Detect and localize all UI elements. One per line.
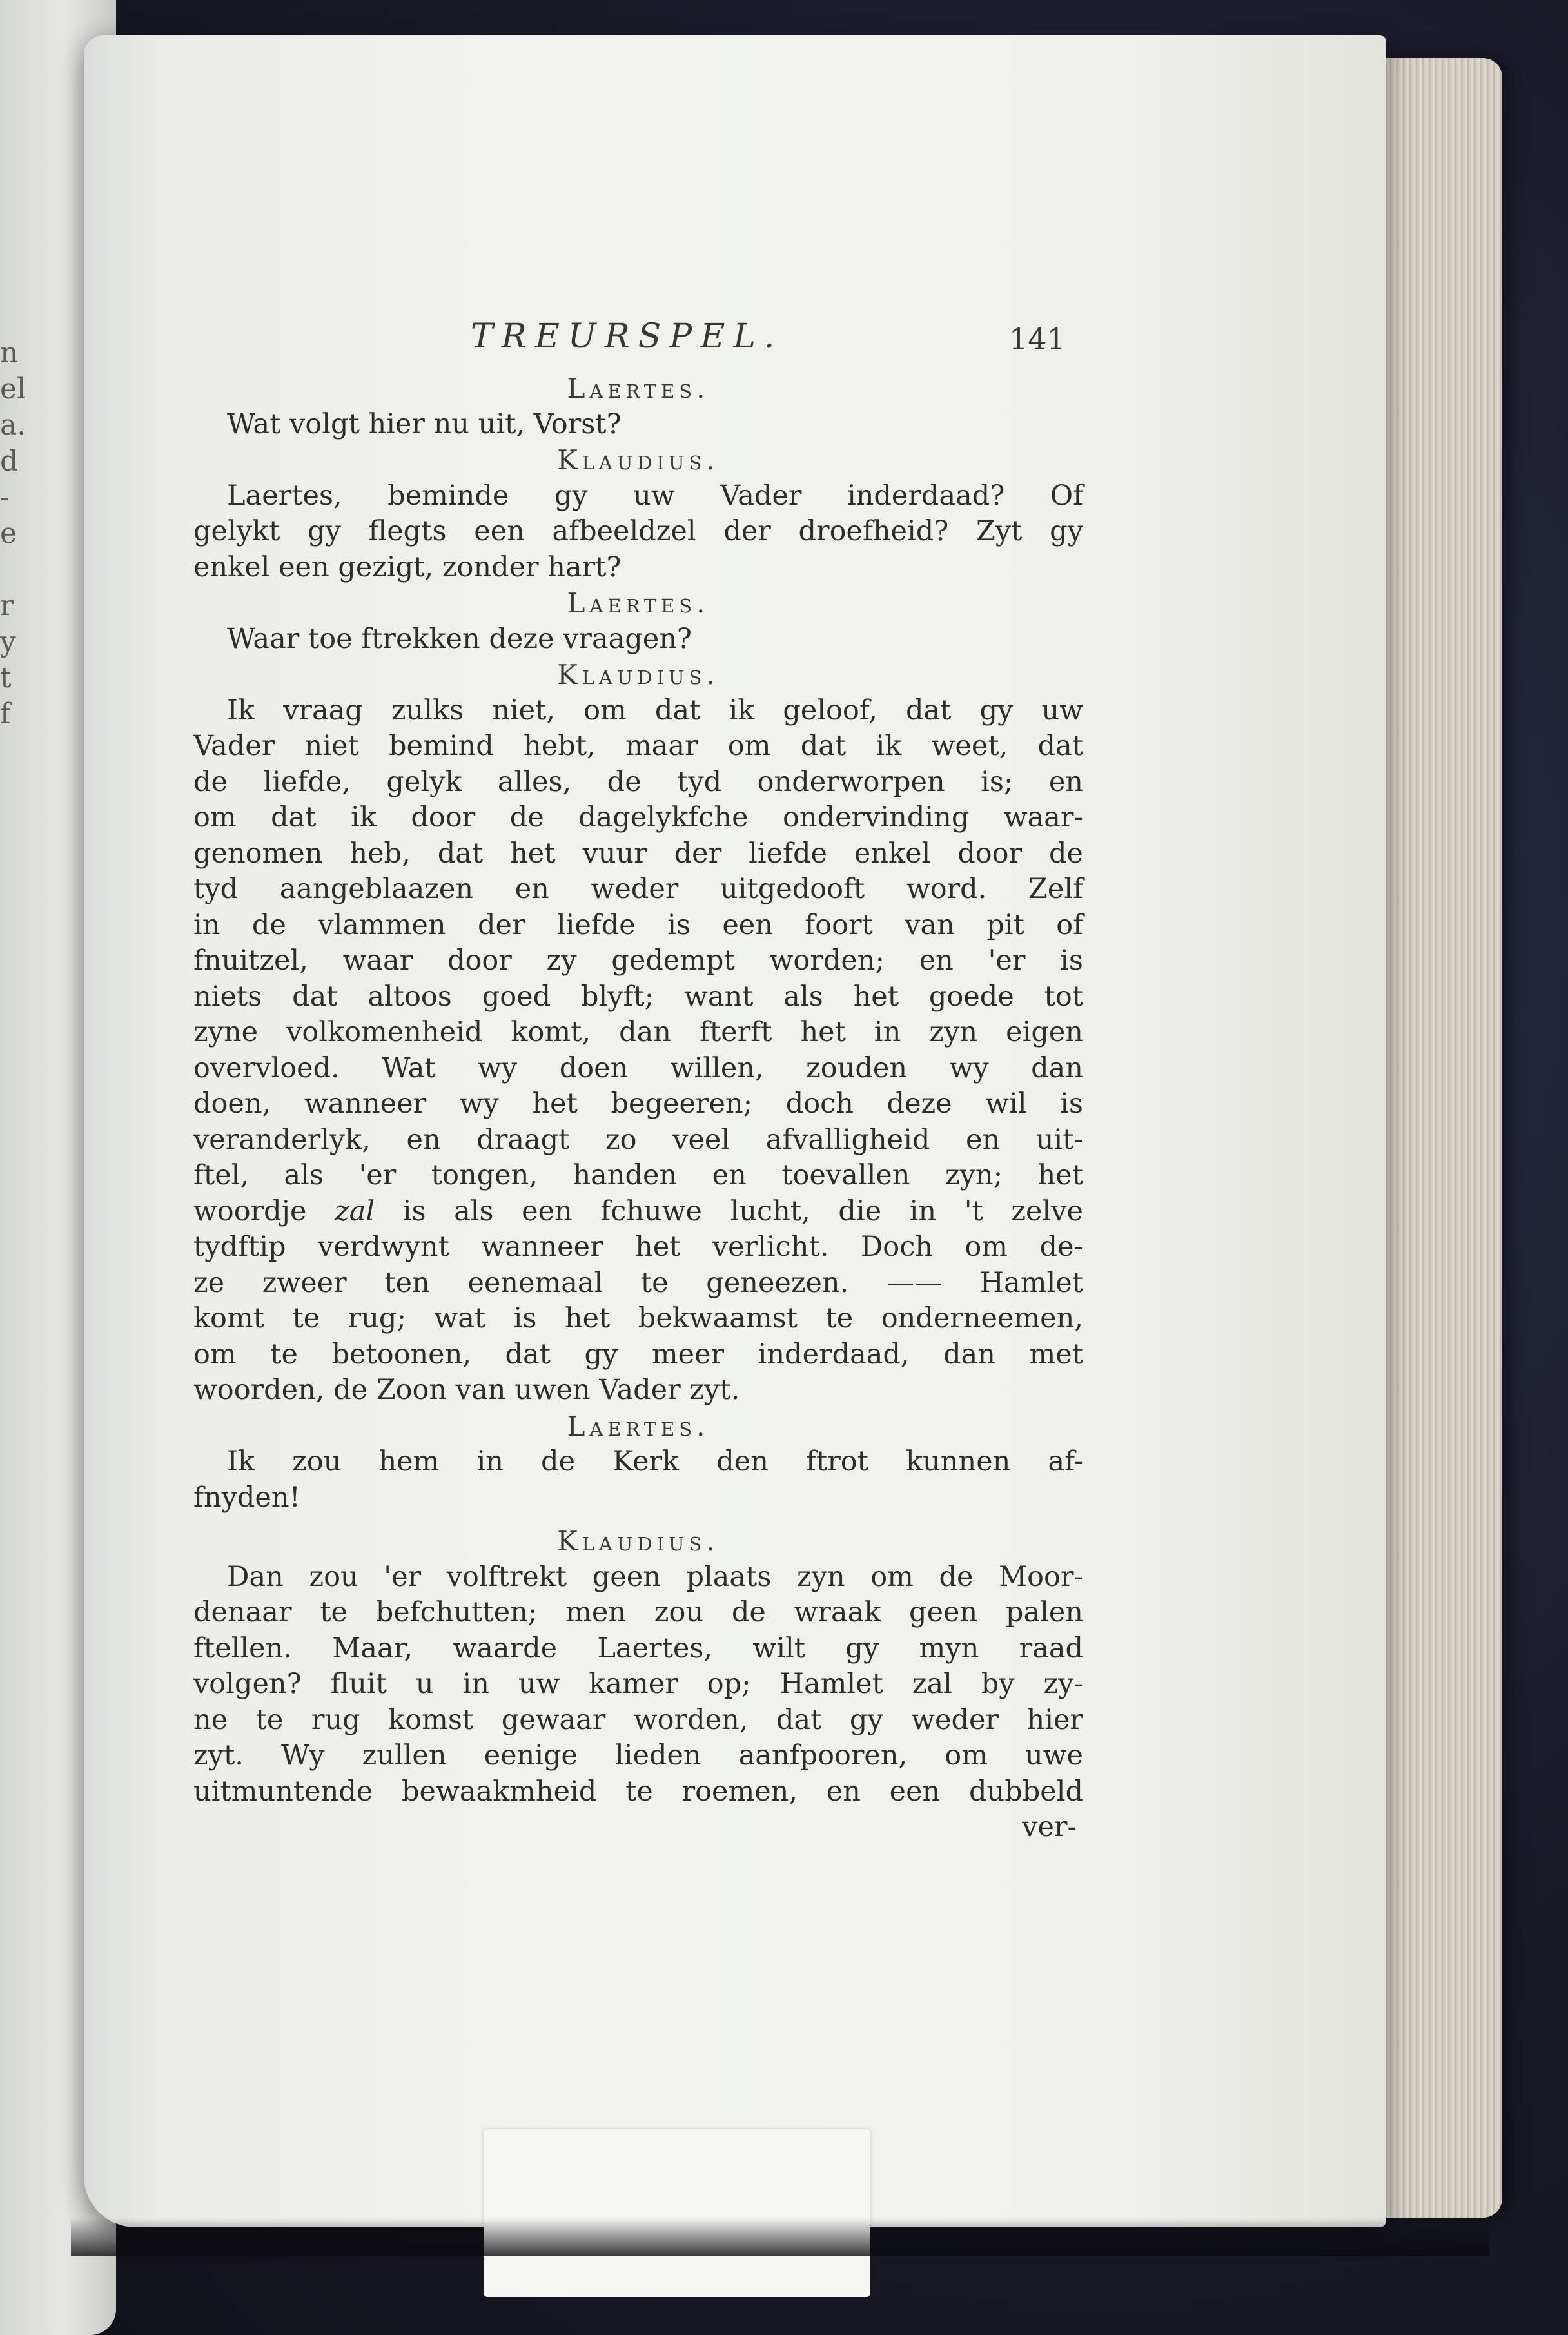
spacer <box>193 1516 1083 1523</box>
text-line: doen, wanneer wy het begeeren; doch deze wil is <box>193 1088 1083 1120</box>
text-line: gelykt gy flegts een afbeeldzel der droefheid? Zyt gy <box>193 515 1083 547</box>
bottom-shadow <box>71 2218 1489 2256</box>
speech-paragraph <box>193 478 1083 586</box>
left-page-text-fragment: n el a. d - e r y t f <box>0 337 26 730</box>
text-line: ze zweer ten eenemaal te geneezen. —— Hamlet <box>193 1266 1083 1299</box>
text-line <box>193 1194 1083 1230</box>
text-line: om te betoonen, dat gy meer inderdaad, dan met <box>193 1338 1083 1371</box>
text-line: ftel, als 'er tongen, handen en toevallen zyn; het <box>193 1159 1083 1191</box>
page-number: 141 <box>1009 322 1066 357</box>
text-line: tyd aangeblaazen en weder uitgedooft word. Zelf <box>193 873 1083 905</box>
text-line: zyne volkomenheid komt, dan fterft het in zyn eigen <box>193 1016 1083 1048</box>
speech-paragraph <box>193 1444 1083 1516</box>
speaker-name: Laertes. <box>567 373 710 404</box>
text-line: Laertes, beminde gy uw Vader inderdaad? Of <box>227 479 1083 512</box>
text-line: fnyden! <box>193 1481 300 1514</box>
text-line: genomen heb, dat het vuur der liefde enkel door de <box>193 837 1083 870</box>
text-line: Dan zou 'er volftrekt geen plaats zyn om de Moor- <box>227 1560 1083 1593</box>
text-line: ftellen. Maar, waarde Laertes, wilt gy myn raad <box>193 1632 1083 1665</box>
text-line: fnuitzel, waar door zy gedempt worden; en 'er is <box>193 944 1083 977</box>
speech-paragraph <box>193 693 1083 1409</box>
text-line: om dat ik door de dagelykfche ondervinding waar- <box>193 801 1083 834</box>
blank-label-patch <box>484 2129 870 2297</box>
speaker-name: Klaudius. <box>557 1525 720 1557</box>
text-line: denaar te befchutten; men zou de wraak geen palen <box>193 1596 1083 1628</box>
page-text-block <box>193 319 1083 1846</box>
speaker-name: Laertes. <box>567 1410 710 1442</box>
text-line: ne te rug komst gewaar worden, dat gy weder hier <box>193 1703 1083 1736</box>
running-head <box>193 319 1083 371</box>
text-line: overvloed. Wat wy doen willen, zouden wy dan <box>193 1051 1083 1084</box>
speaker-name: Klaudius. <box>557 659 720 690</box>
text-line: uitmuntende bewaakmheid te roemen, en een dubbeld <box>193 1775 1083 1808</box>
text-line: niets dat altoos goed blyft; want als het goede tot <box>193 980 1083 1013</box>
text-line: Wat volgt hier nu uit, Vorst? <box>227 407 622 440</box>
text-line: enkel een gezigt, zonder hart? <box>193 551 622 583</box>
text-line: tydftip verdwynt wanneer het verlicht. Doch om de- <box>193 1231 1083 1263</box>
text-line: komt te rug; wat is het bekwaamst te onderneemen, <box>193 1302 1083 1334</box>
text-line: zyt. Wy zullen eenige lieden aanfpooren, om uwe <box>193 1739 1083 1772</box>
italic-word: zal <box>335 1195 375 1227</box>
speaker-name: Laertes. <box>567 587 710 619</box>
catchword: ver- <box>1022 1811 1077 1843</box>
text-line: Ik zou hem in de Kerk den ftrot kunnen af- <box>227 1445 1083 1478</box>
speaker-name: Klaudius. <box>557 444 720 476</box>
speech-paragraph <box>193 621 1083 658</box>
text-segment: woordje <box>193 1195 335 1227</box>
text-line: in de vlammen der liefde is een foort van pit of <box>193 908 1083 941</box>
running-title: TREURSPEL. <box>471 317 783 356</box>
text-line: Vader niet bemind hebt, maar om dat ik weet, dat <box>193 730 1083 762</box>
text-line: veranderlyk, en draagt zo veel afvalligheid en uit- <box>193 1123 1083 1156</box>
text-line: Waar toe ftrekken deze vraagen? <box>227 622 692 655</box>
text-line: woorden, de Zoon van uwen Vader zyt. <box>193 1374 740 1406</box>
text-line: volgen? fluit u in uw kamer op; Hamlet zal by zy- <box>193 1668 1083 1700</box>
text-segment: is als een fchuwe lucht, die in 't zelve <box>375 1195 1083 1227</box>
text-line: Ik vraag zulks niet, om dat ik geloof, dat gy uw <box>227 694 1083 727</box>
speech-paragraph <box>193 407 1083 443</box>
book-page <box>84 35 1386 2227</box>
speech-paragraph <box>193 1559 1083 1810</box>
text-line: de liefde, gelyk alles, de tyd onderworpen is; en <box>193 765 1083 798</box>
